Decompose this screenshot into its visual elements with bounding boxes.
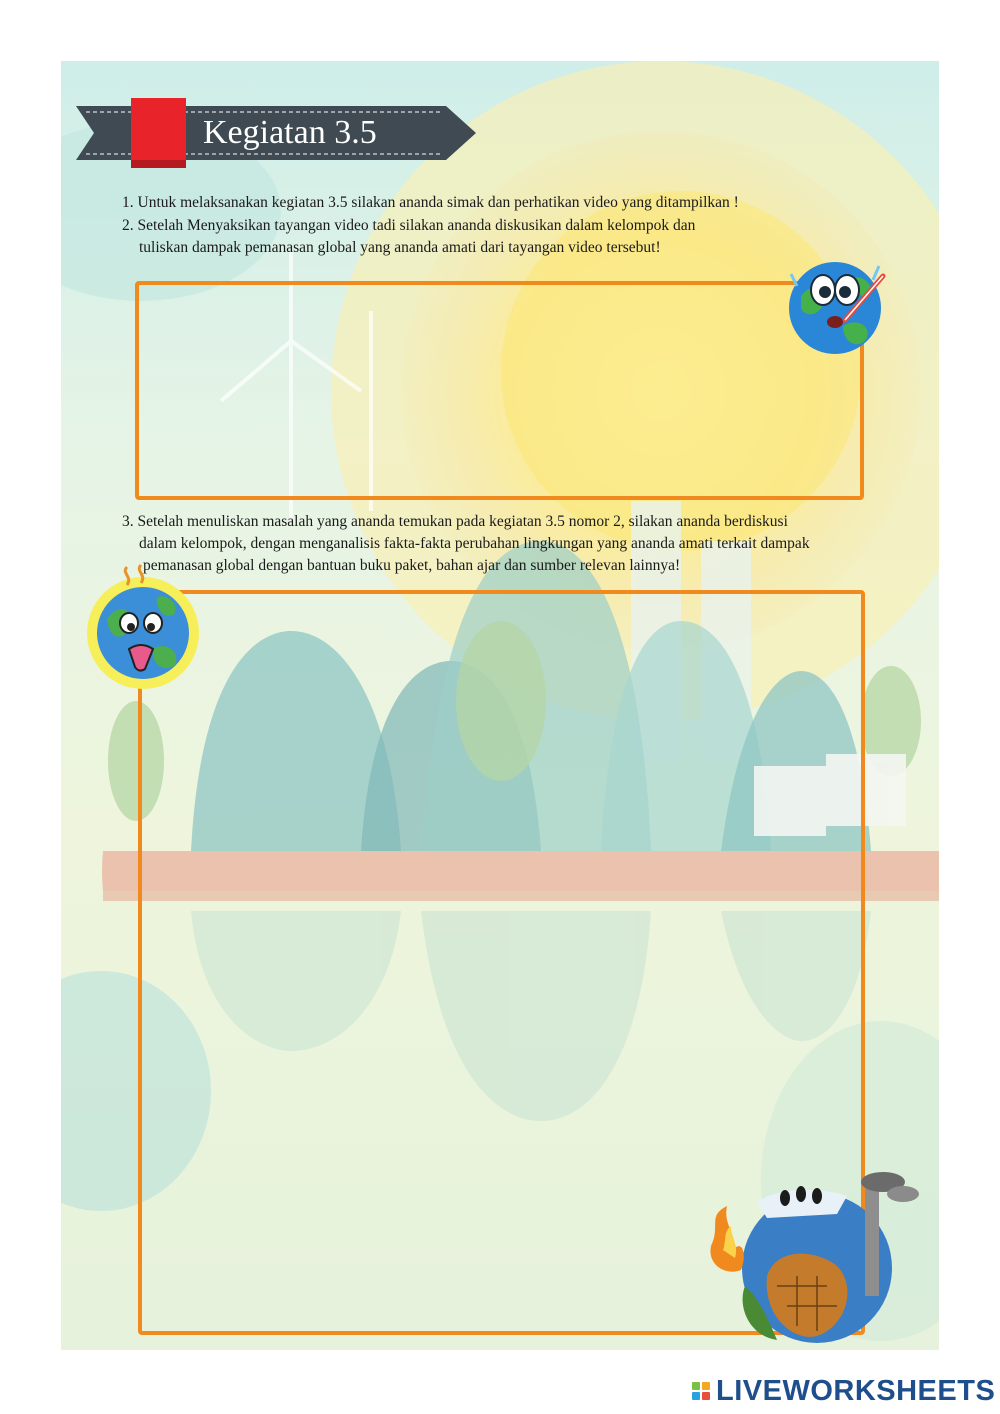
instruction-item-3-line-3: pemanasan global dengan bantuan buku paket, bahan ajar dan sumber relevan lainnya! xyxy=(143,557,681,574)
activity-title: Kegiatan 3.5 xyxy=(203,114,377,151)
instruction-item-2-line-2: tuliskan dampak pemanasan global yang ananda amati dari tayangan video tersebut! xyxy=(139,239,661,256)
instruction-item-3-line-1: 3. Setelah menuliskan masalah yang ananda temukan pada kegiatan 3.5 nomor 2, silakan ananda berdiskusi xyxy=(122,513,788,530)
liveworksheets-logo-icon xyxy=(692,1382,710,1400)
instruction-item-1: 1. Untuk melaksanakan kegiatan 3.5 silakan ananda simak dan perhatikan video yang ditampilkan ! xyxy=(122,194,739,211)
brand-name: LIVEWORKSHEETS xyxy=(716,1374,996,1407)
worksheet-page xyxy=(61,61,939,1350)
worried-earth-thermometer-icon xyxy=(783,256,893,356)
polluted-earth-icon xyxy=(697,1166,923,1344)
liveworksheets-logo xyxy=(692,1374,995,1408)
answer-input-1[interactable] xyxy=(139,285,860,496)
instruction-item-2-line-1: 2. Setelah Menyaksikan tayangan video tadi silakan ananda diskusikan dalam kelompok dan xyxy=(122,217,696,234)
instruction-item-3-line-2: dalam kelompok, dengan menganalisis fakta-fakta perubahan lingkungan yang ananda amati terkait dampak xyxy=(139,535,810,552)
answer-box-1 xyxy=(135,281,864,500)
melting-earth-icon xyxy=(83,561,208,693)
